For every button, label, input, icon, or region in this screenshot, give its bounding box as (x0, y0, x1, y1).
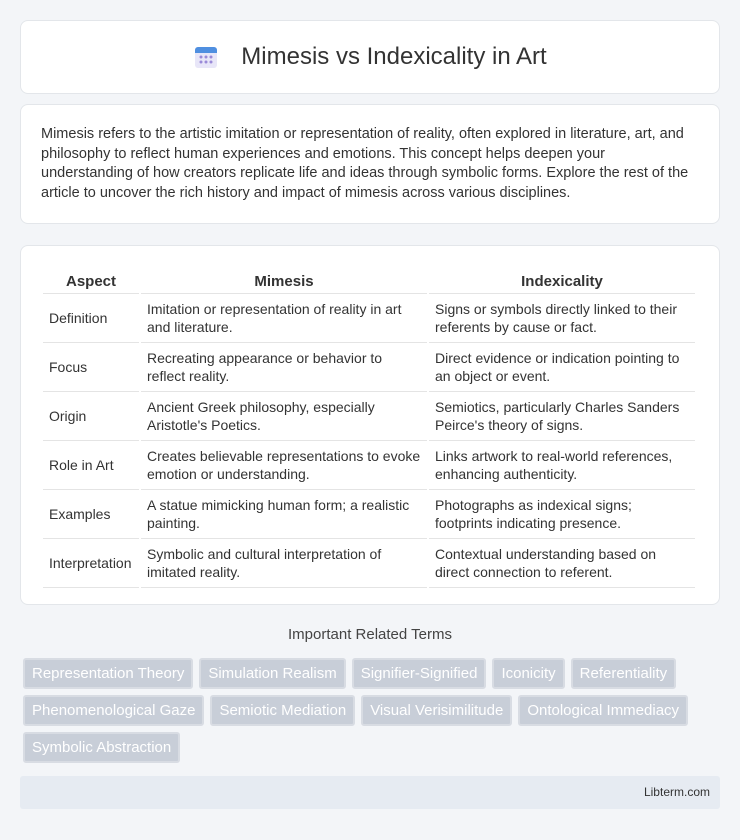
related-terms-list (23, 658, 723, 769)
term-tag[interactable]: Simulation Realism (199, 658, 345, 689)
cell-aspect: Focus (43, 343, 139, 392)
cell-indexicality: Links artwork to real-world references, enhancing authenticity. (429, 441, 695, 490)
term-tag[interactable]: Iconicity (492, 658, 564, 689)
cell-aspect: Origin (43, 392, 139, 441)
cell-aspect: Interpretation (43, 539, 139, 588)
cell-mimesis: Recreating appearance or behavior to reflect reality. (141, 343, 427, 392)
term-tag[interactable]: Phenomenological Gaze (23, 695, 204, 726)
cell-aspect: Examples (43, 490, 139, 539)
table-row (43, 441, 695, 490)
cell-mimesis: Creates believable representations to evoke emotion or understanding. (141, 441, 427, 490)
cell-indexicality: Semiotics, particularly Charles Sanders Peirce's theory of signs. (429, 392, 695, 441)
comparison-card (20, 245, 720, 605)
term-tag[interactable]: Ontological Immediacy (518, 695, 688, 726)
term-tag[interactable]: Symbolic Abstraction (23, 732, 180, 763)
intro-card (20, 104, 720, 224)
related-terms-title: Important Related Terms (288, 626, 452, 643)
table-row (43, 539, 695, 588)
table-row (43, 490, 695, 539)
cell-indexicality: Direct evidence or indication pointing to an object or event. (429, 343, 695, 392)
comparison-table (41, 266, 697, 588)
cell-indexicality: Signs or symbols directly linked to their referents by cause or fact. (429, 294, 695, 343)
cell-indexicality: Contextual understanding based on direct connection to referent. (429, 539, 695, 588)
header-mimesis: Mimesis (141, 266, 427, 294)
page-title: Mimesis vs Indexicality in Art (241, 43, 547, 70)
table-header-row (43, 266, 695, 294)
table-row (43, 294, 695, 343)
footer-link[interactable]: Libterm.com (643, 785, 710, 799)
term-tag[interactable]: Semiotic Mediation (210, 695, 355, 726)
cell-mimesis: Symbolic and cultural interpretation of imitated reality. (141, 539, 427, 588)
cell-indexicality: Photographs as indexical signs; footprints indicating presence. (429, 490, 695, 539)
cell-aspect: Role in Art (43, 441, 139, 490)
cell-aspect: Definition (43, 294, 139, 343)
title-card (20, 20, 720, 94)
calendar-icon (193, 44, 219, 70)
cell-mimesis: Ancient Greek philosophy, especially Aristotle's Poetics. (141, 392, 427, 441)
term-tag[interactable]: Representation Theory (23, 658, 193, 689)
term-tag[interactable]: Signifier-Signified (352, 658, 487, 689)
table-row (43, 392, 695, 441)
header-aspect: Aspect (43, 266, 139, 294)
cell-mimesis: Imitation or representation of reality in art and literature. (141, 294, 427, 343)
table-row (43, 343, 695, 392)
term-tag[interactable]: Visual Verisimilitude (361, 695, 512, 726)
header-indexicality: Indexicality (429, 266, 695, 294)
cell-mimesis: A statue mimicking human form; a realistic painting. (141, 490, 427, 539)
term-tag[interactable]: Referentiality (571, 658, 677, 689)
intro-paragraph: Mimesis refers to the artistic imitation or representation of reality, often explored in literature, art, and philosophy to reflect human experiences and emotions. This concept helps deepen your understanding of how creators replicate life and ideas through symbolic forms. Explore the rest of the article to uncover the rich history and impact of mimesis across various disciplines. (41, 126, 689, 201)
footer (20, 776, 720, 809)
